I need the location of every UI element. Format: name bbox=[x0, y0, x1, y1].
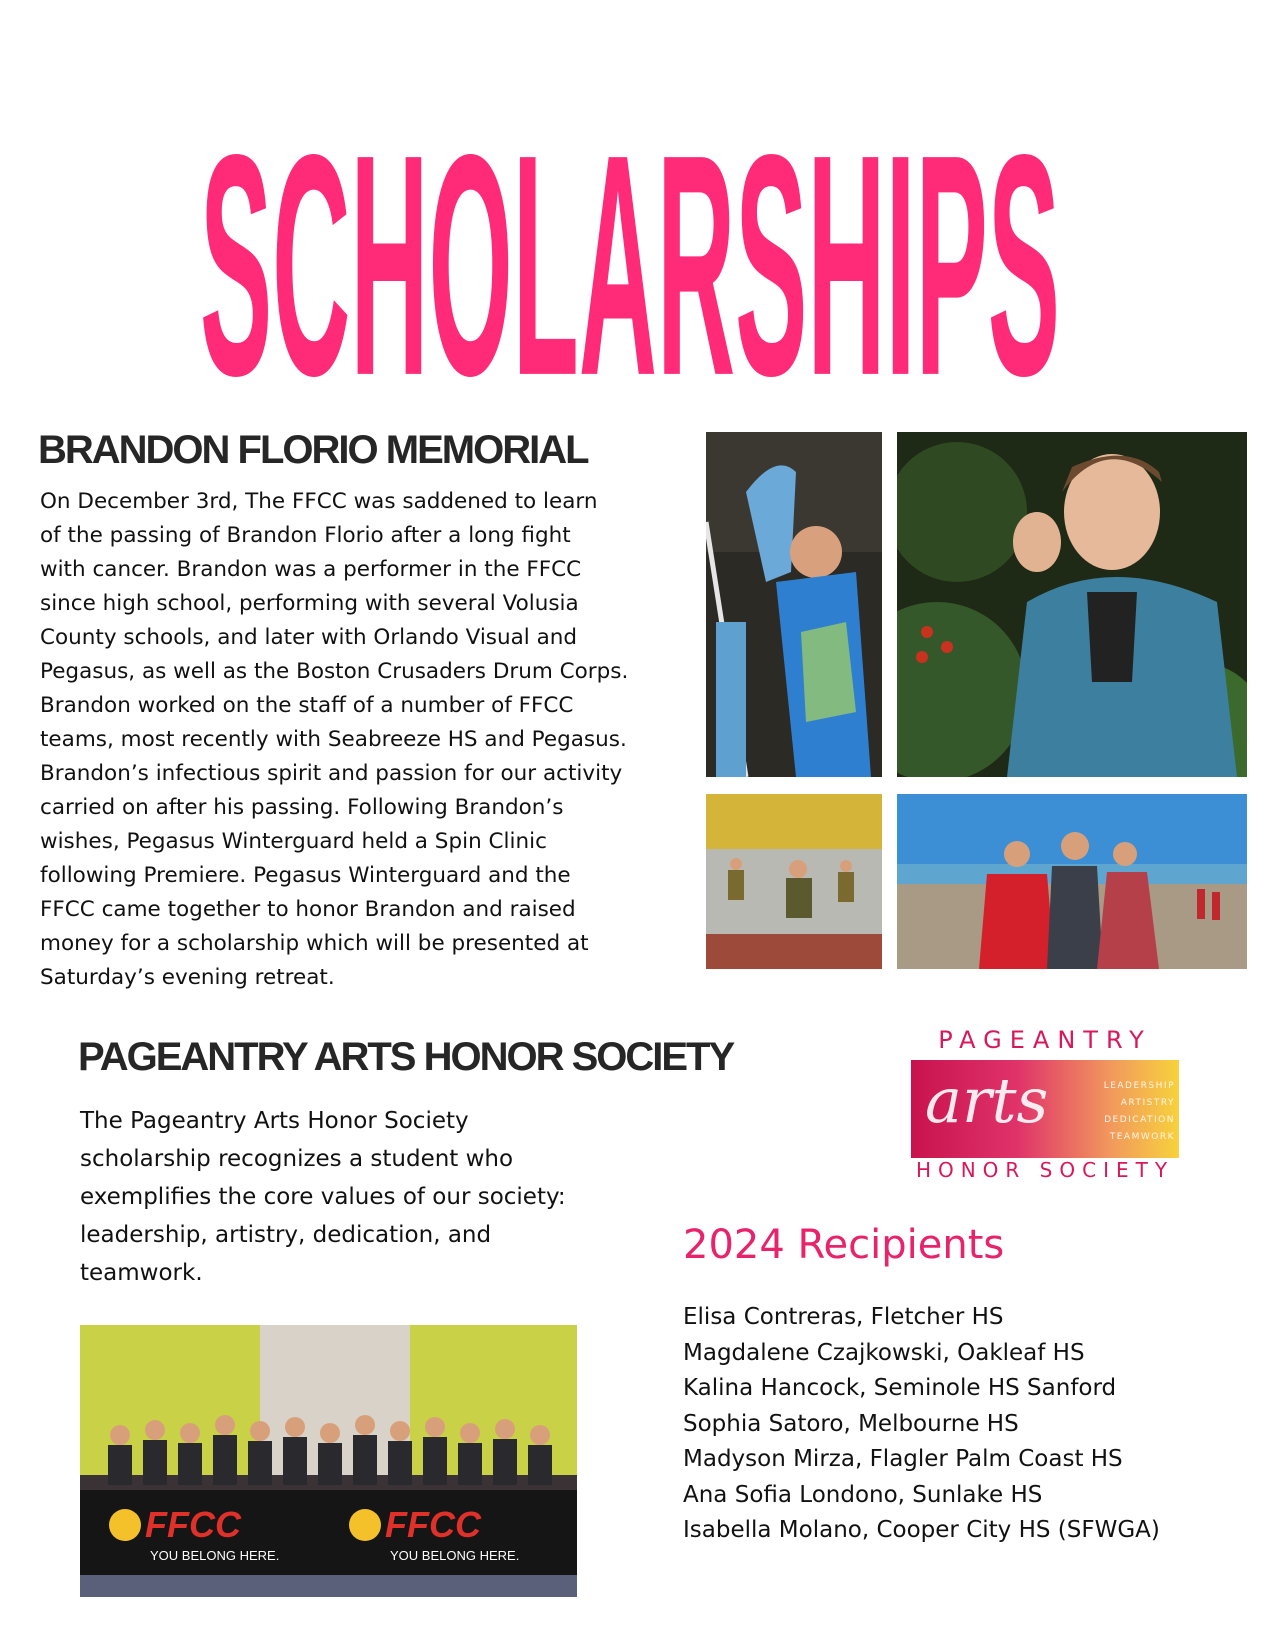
recipient-item: Kalina Hancock, Seminole HS Sanford bbox=[683, 1375, 1117, 1401]
logo-value: LEADERSHIP bbox=[1103, 1081, 1175, 1091]
photo-group-performance bbox=[706, 794, 882, 969]
memorial-line: with cancer. Brandon was a performer in the FFCC bbox=[40, 557, 582, 582]
memorial-line: Pegasus, as well as the Boston Crusaders Drum Corps. bbox=[40, 659, 629, 684]
recipient-item: Ana Sofia Londono, Sunlake HS bbox=[683, 1481, 1043, 1508]
banner-brand: FFCC bbox=[145, 1504, 241, 1545]
honor-society-line: The Pageantry Arts Honor Society bbox=[80, 1108, 469, 1134]
photo-portrait-denim bbox=[897, 432, 1247, 777]
memorial-line: County schools, and later with Orlando Visual and bbox=[40, 625, 578, 650]
memorial-line: carried on after his passing. Following Brandon’s bbox=[40, 795, 564, 820]
memorial-line: money for a scholarship which will be presented at bbox=[40, 931, 589, 956]
memorial-line: FFCC came together to honor Brandon and raised bbox=[40, 897, 576, 922]
photo-honor-society-group bbox=[80, 1325, 577, 1597]
memorial-line: teams, most recently with Seabreeze HS and Pegasus. bbox=[40, 727, 627, 752]
banner-tagline: YOU BELONG HERE. bbox=[150, 1548, 280, 1563]
page-title-graphic bbox=[180, 40, 1080, 380]
banner-tagline: YOU BELONG HERE. bbox=[390, 1548, 520, 1563]
honor-society-line: scholarship recognizes a student who bbox=[80, 1146, 514, 1172]
recipient-item: Sophia Satoro, Melbourne HS bbox=[683, 1410, 1019, 1437]
recipients-list bbox=[683, 1300, 1160, 1549]
honor-society-line: leadership, artistry, dedication, and bbox=[80, 1222, 492, 1248]
banner-brand: FFCC bbox=[385, 1504, 481, 1545]
memorial-line: following Premiere. Pegasus Winterguard and the bbox=[40, 863, 571, 888]
photo-performer-blue bbox=[706, 432, 882, 777]
pageantry-arts-logo bbox=[905, 1020, 1185, 1180]
logo-value: TEAMWORK bbox=[1109, 1132, 1175, 1142]
memorial-line: Brandon worked on the staff of a number of FFCC bbox=[40, 693, 574, 718]
logo-script-text: arts bbox=[925, 1064, 1049, 1137]
honor-society-paragraph bbox=[80, 1102, 590, 1292]
recipient-item: Elisa Contreras, Fletcher HS bbox=[683, 1304, 1004, 1330]
page-title bbox=[180, 40, 1080, 380]
recipient-item: Isabella Molano, Cooper City HS (SFWGA) bbox=[683, 1517, 1160, 1543]
recipient-item: Magdalene Czajkowski, Oakleaf HS bbox=[683, 1339, 1085, 1366]
honor-society-line: exemplifies the core values of our society: bbox=[80, 1184, 566, 1210]
page-title-text: SCHOLARSHIPS bbox=[200, 90, 1060, 380]
logo-top-text: PAGEANTRY bbox=[938, 1026, 1152, 1054]
memorial-line: since high school, performing with several Volusia bbox=[40, 591, 579, 616]
memorial-line: wishes, Pegasus Winterguard held a Spin Clinic bbox=[40, 829, 547, 854]
recipients-title: 2024 Recipients bbox=[683, 1222, 1005, 1268]
memorial-line: of the passing of Brandon Florio after a long fight bbox=[40, 523, 571, 548]
logo-values bbox=[1104, 1078, 1175, 1146]
memorial-heading: BRANDON FLORIO MEMORIAL bbox=[38, 428, 588, 472]
logo-bottom-text: HONOR SOCIETY bbox=[915, 1158, 1175, 1182]
logo-value: ARTISTRY bbox=[1120, 1098, 1175, 1108]
honor-society-line: teamwork. bbox=[80, 1260, 203, 1286]
memorial-paragraph bbox=[40, 485, 660, 995]
photo-beach-group bbox=[897, 794, 1247, 969]
memorial-line: On December 3rd, The FFCC was saddened to learn bbox=[40, 489, 598, 514]
memorial-line: Saturday’s evening retreat. bbox=[40, 965, 335, 990]
memorial-line: Brandon’s infectious spirit and passion for our activity bbox=[40, 761, 623, 786]
honor-society-heading: PAGEANTRY ARTS HONOR SOCIETY bbox=[78, 1035, 734, 1079]
recipient-item: Madyson Mirza, Flagler Palm Coast HS bbox=[683, 1446, 1123, 1472]
logo-value: DEDICATION bbox=[1104, 1115, 1175, 1125]
